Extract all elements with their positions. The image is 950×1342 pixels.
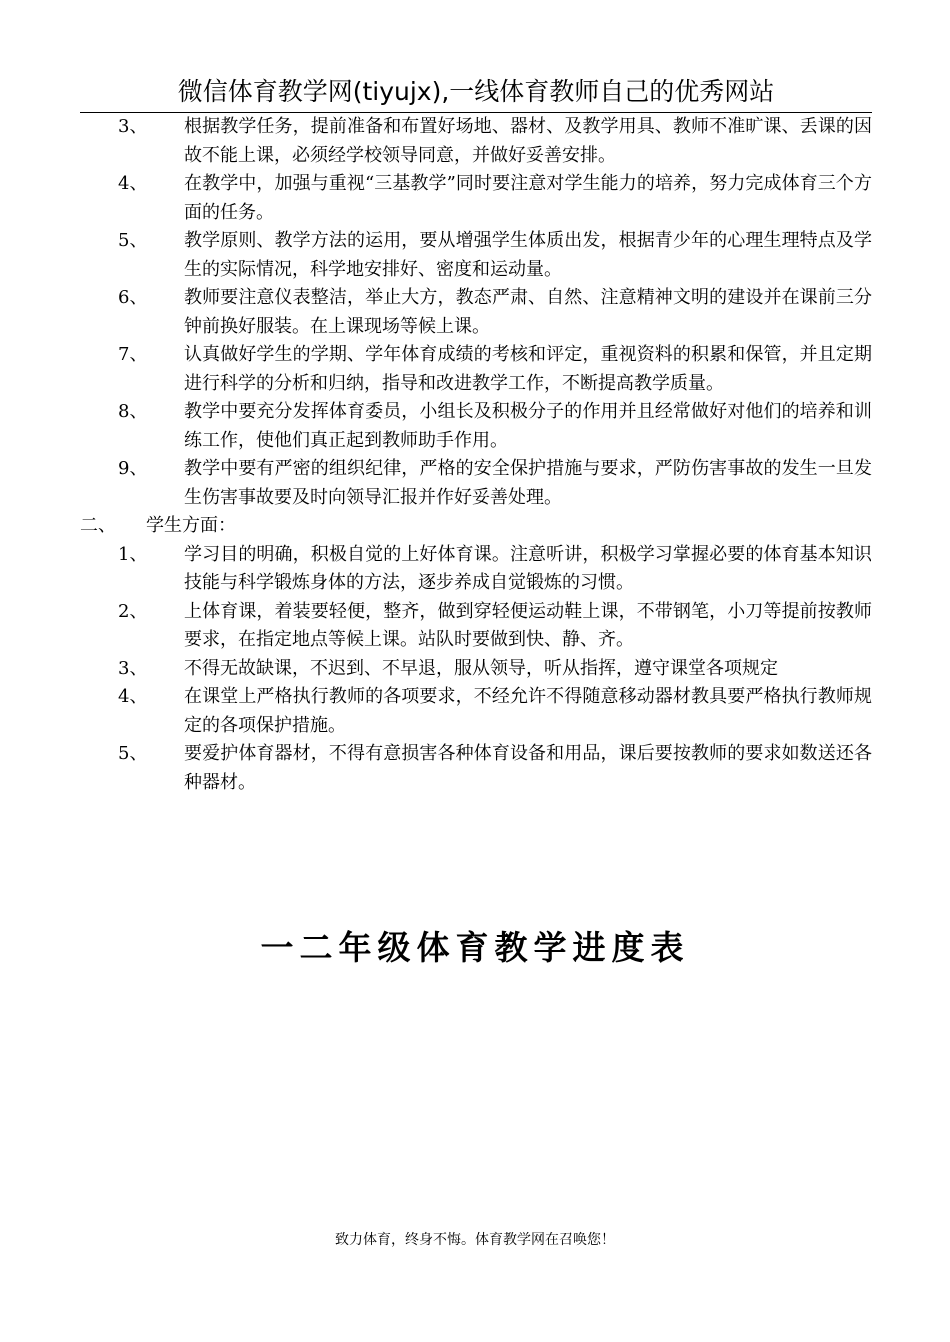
- item-number: 7、: [118, 344, 148, 365]
- item-number: 4、: [118, 686, 148, 707]
- item-text: 教学中要有严密的组织纪律，严格的安全保护措施与要求，严防伤害事故的发生一旦发生伤害事故要及时向领导汇报并作好妥善处理。: [184, 458, 872, 508]
- item-number: 1、: [118, 543, 148, 565]
- item-text: 要爱护体育器材，不得有意损害各种体育设备和用品，课后要按教师的要求如数送还各种器材。: [184, 743, 872, 793]
- list-item: [80, 655, 872, 684]
- item-number: 6、: [118, 287, 148, 308]
- document-body: [80, 113, 872, 797]
- list-item: [80, 341, 872, 398]
- item-text: 根据教学任务，提前准备和布置好场地、器材、及教学用具、教师不准旷课、丢课的因故不能上课，必须经学校领导同意，并做好妥善安排。: [184, 116, 872, 166]
- header-title: 微信体育教学网(tiyujx),一线体育教师自己的优秀网站: [177, 77, 775, 106]
- item-text: 教学原则、教学方法的运用，要从增强学生体质出发，根据青少年的心理生理特点及学生的实际情况，科学地安排好、密度和运动量。: [184, 230, 872, 280]
- item-text: 教学中要充分发挥体育委员，小组长及积极分子的作用并且经常做好对他们的培养和训练工作，使他们真正起到教师助手作用。: [184, 401, 872, 451]
- item-number: 9、: [118, 458, 148, 479]
- item-text: 学习目的明确，积极自觉的上好体育课。注意听讲，积极学习掌握必要的体育基本知识技能与科学锻炼身体的方法，逐步养成自觉锻炼的习惯。: [184, 543, 872, 593]
- section-number: 二、: [80, 515, 116, 536]
- item-number: 4、: [118, 173, 148, 194]
- item-number: 3、: [118, 116, 148, 137]
- item-number: 3、: [118, 657, 148, 679]
- item-text: 上体育课，着装要轻便，整齐，做到穿轻便运动鞋上课，不带钢笔，小刀等提前按教师要求，在指定地点等候上课。站队时要做到快、静、齐。: [184, 600, 872, 650]
- list-item: [80, 683, 872, 740]
- section-title: 学生方面：: [146, 515, 236, 536]
- item-text: 认真做好学生的学期、学年体育成绩的考核和评定，重视资料的积累和保管，并且定期进行科学的分析和归纳，指导和改进教学工作，不断提高教学质量。: [184, 344, 872, 394]
- list-item: [80, 541, 872, 598]
- section-heading: [80, 512, 872, 541]
- item-number: 8、: [118, 401, 148, 422]
- item-number: 2、: [118, 600, 148, 622]
- item-text: 教师要注意仪表整洁，举止大方，教态严肃、自然、注意精神文明的建设并在课前三分钟前换好服装。在上课现场等候上课。: [184, 287, 872, 337]
- list-item: [80, 170, 872, 227]
- item-text: 在教学中，加强与重视“三基教学”同时要注意对学生能力的培养，努力完成体育三个方面的任务。: [184, 173, 872, 223]
- item-text: 不得无故缺课，不迟到、不早退，服从领导，听从指挥，遵守课堂各项规定: [184, 657, 778, 679]
- page-header: [80, 72, 872, 113]
- item-number: 5、: [118, 230, 148, 251]
- list-item: [80, 227, 872, 284]
- list-item: [80, 740, 872, 797]
- list-item: [80, 598, 872, 655]
- list-item: [80, 398, 872, 455]
- schedule-title: 一二年级体育教学进度表: [260, 928, 690, 967]
- list-item: [80, 284, 872, 341]
- item-number: 5、: [118, 743, 148, 764]
- item-text: 在课堂上严格执行教师的各项要求，不经允许不得随意移动器材教具要严格执行教师规定的各项保护措施。: [184, 686, 872, 736]
- list-item: [80, 455, 872, 512]
- page-footer: 致力体育，终身不悔。体育教学网在召唤您！: [335, 1232, 615, 1248]
- list-item: [80, 113, 872, 170]
